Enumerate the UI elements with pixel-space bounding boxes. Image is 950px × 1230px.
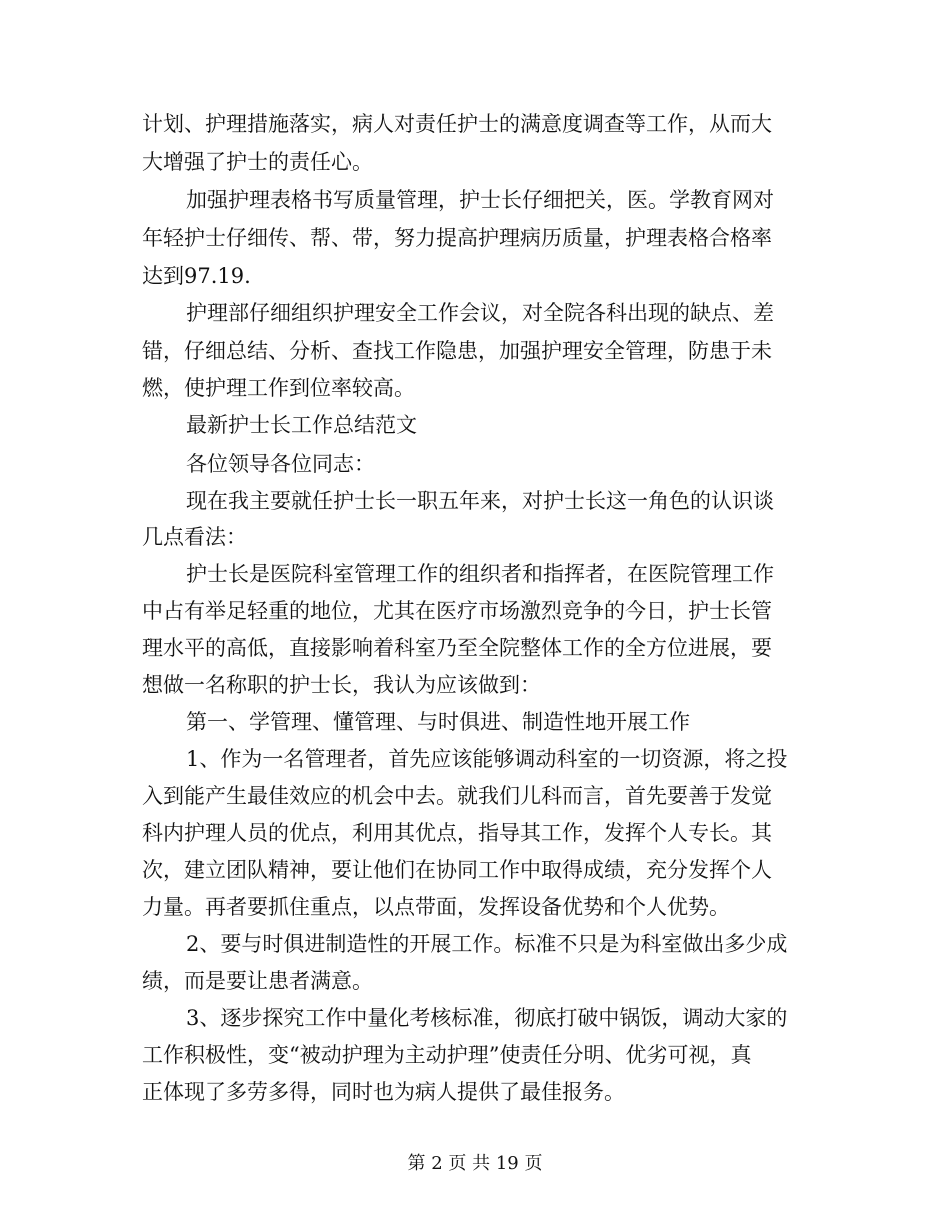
text-line: 现在我主要就任护士长一职五年来，对护士长这一角色的认识谈	[186, 489, 774, 513]
subheading: 第一、学管理、懂管理、与时俱进、制造性地开展工作	[186, 710, 690, 734]
text-line: 3、逐步探究工作中量化考核标准，彻底打破中锅饭，调动大家的	[186, 1006, 788, 1030]
text-line: 几点看法：	[142, 525, 247, 549]
text-line: 护士长是医院科室管理工作的组织者和指挥者，在医院管理工作	[186, 562, 774, 586]
text-line: 达到97.19.	[142, 264, 251, 288]
text-line: 次，建立团队精神，要让他们在协同工作中取得成绩，充分发挥个人	[142, 858, 772, 882]
text-line: 科内护理人员的优点，利用其优点，指导其工作，发挥个人专长。其	[142, 821, 772, 845]
text-line: 工作积极性，变“被动护理为主动护理”使责任分明、优劣可视，真	[142, 1043, 752, 1067]
text-line: 2、要与时俱进制造性的开展工作。标准不只是为科室做出多少成	[186, 932, 788, 956]
text-line: 入到能产生最佳效应的机会中去。就我们儿科而言，首先要善于发觉	[142, 784, 772, 808]
text-line: 计划、护理措施落实，病人对责任护士的满意度调查等工作，从而大	[142, 112, 772, 136]
text-line: 燃，使护理工作到位率较高。	[142, 376, 415, 400]
text-line: 加强护理表格书写质量管理，护士长仔细把关，医。学教育网对	[186, 188, 774, 212]
page-number: 第 2 页 共 19 页	[407, 1153, 543, 1174]
text-line: 大增强了护士的责任心。	[142, 150, 373, 174]
text-line: 错，仔细总结、分析、查找工作隐患，加强护理安全管理，防患于未	[142, 339, 772, 363]
text-line: 想做一名称职的护士长，我认为应该做到：	[142, 673, 541, 697]
text-line: 绩，而是要让患者满意。	[142, 969, 373, 993]
text-line: 年轻护士仔细传、帮、带，努力提高护理病历质量，护理表格合格率	[142, 226, 772, 250]
text-line: 1、作为一名管理者，首先应该能够调动科室的一切资源，将之投	[186, 747, 788, 771]
text-line: 护理部仔细组织护理安全工作会议，对全院各科出现的缺点、差	[186, 301, 774, 325]
salutation: 各位领导各位同志：	[186, 452, 375, 476]
section-heading: 最新护士长工作总结范文	[186, 413, 417, 437]
text-line: 理水平的高低，直接影响着科室乃至全院整体工作的全方位进展，要	[142, 636, 772, 660]
text-line: 正体现了多劳多得，同时也为病人提供了最佳报务。	[142, 1080, 625, 1104]
text-line: 力量。再者要抓住重点，以点带面，发挥设备优势和个人优势。	[142, 895, 730, 919]
text-line: 中占有举足轻重的地位，尤其在医疗市场激烈竞争的今日，护士长管	[142, 599, 772, 623]
